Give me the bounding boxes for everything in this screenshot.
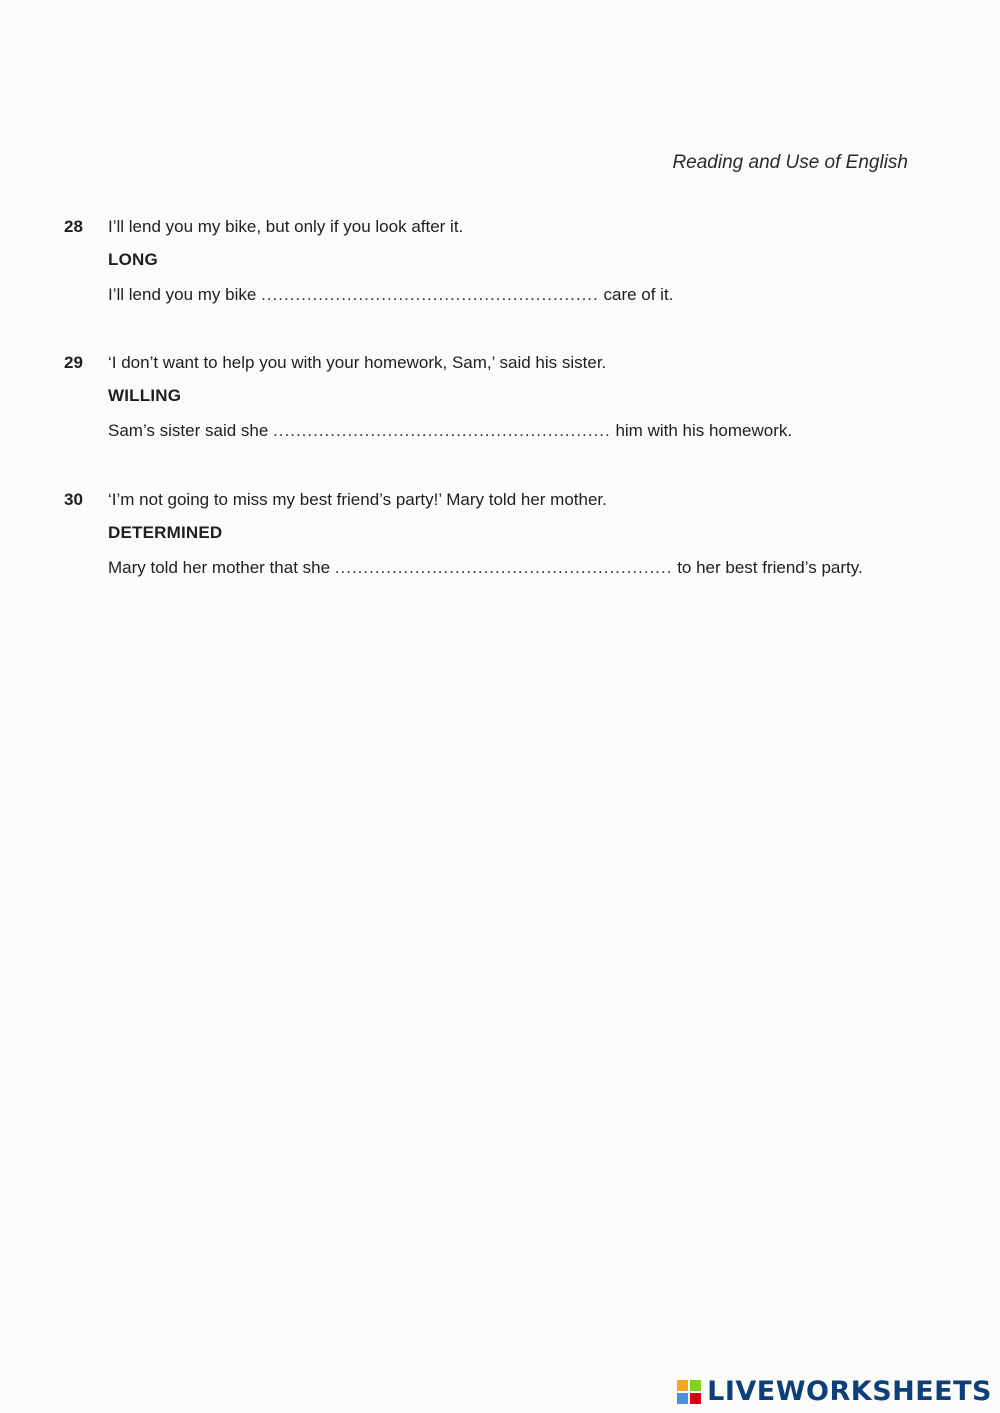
question-sentence: I’ll lend you my bike, but only if you look after it. xyxy=(108,217,464,236)
answer-gap[interactable]: ........................................................... xyxy=(261,285,599,304)
liveworksheets-logo xyxy=(677,1376,992,1407)
question-number: 30 xyxy=(64,490,83,509)
answer-after: to her best friend’s party. xyxy=(677,558,863,577)
question-30 xyxy=(64,489,924,578)
answer-sentence xyxy=(108,420,924,441)
question-sentence: ‘I’m not going to miss my best friend’s party!’ Mary told her mother. xyxy=(108,490,607,509)
answer-before: I’ll lend you my bike xyxy=(108,285,257,304)
liveworksheets-logo-icon xyxy=(677,1380,701,1404)
question-sentence: ‘I don’t want to help you with your homework, Sam,’ said his sister. xyxy=(108,353,607,372)
answer-sentence xyxy=(108,557,868,578)
answer-before: Mary told her mother that she xyxy=(108,558,331,577)
answer-gap[interactable]: ........................................................... xyxy=(273,421,611,440)
keyword: WILLING xyxy=(108,386,182,405)
question-29 xyxy=(64,352,924,441)
question-28 xyxy=(64,216,924,305)
logo-text: LIVEWORKSHEETS xyxy=(707,1376,992,1407)
keyword: DETERMINED xyxy=(108,523,223,542)
question-number: 29 xyxy=(64,353,83,372)
question-number: 28 xyxy=(64,217,83,236)
answer-sentence xyxy=(108,284,924,305)
keyword: LONG xyxy=(108,250,158,269)
section-title: Reading and Use of English xyxy=(672,152,908,173)
answer-before: Sam’s sister said she xyxy=(108,421,269,440)
answer-after: care of it. xyxy=(603,285,674,304)
answer-after: him with his homework. xyxy=(615,421,793,440)
answer-gap[interactable]: ........................................................... xyxy=(334,558,673,577)
